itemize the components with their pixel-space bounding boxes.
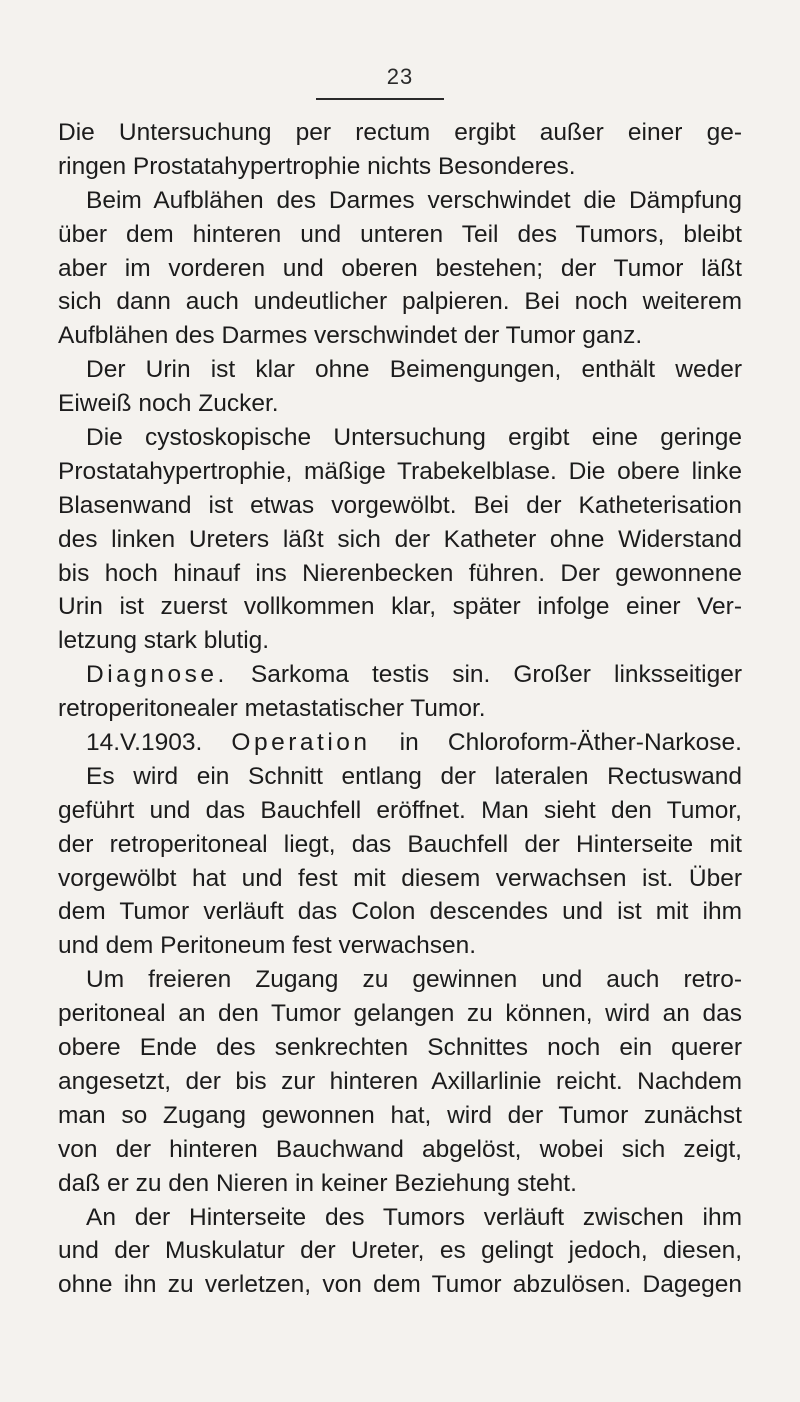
- text-line: Die Untersuchung per rectum ergibt außer einer ge-: [58, 119, 742, 146]
- text-line: über dem hinteren und unteren Teil des Tumors, bleibt: [58, 220, 742, 248]
- text-line: Die cystoskopische Untersuchung ergibt eine geringe: [86, 424, 742, 452]
- text-line: peritoneal an den Tumor gelangen zu können, wird an das: [58, 1000, 742, 1028]
- operation-date: 14.V.1903.: [86, 729, 232, 757]
- text-line: daß er zu den Nieren in keiner Beziehung steht.: [58, 1169, 577, 1197]
- text-line: von der hinteren Bauchwand abgelöst, wobei sich zeigt,: [58, 1135, 742, 1163]
- text-line: ringen Prostatahypertrophie nichts Besonderes.: [58, 152, 576, 180]
- text-line: retroperitonealer metastatischer Tumor.: [58, 695, 486, 723]
- text-line: Urin ist zuerst vollkommen klar, später infolge einer Ver-: [58, 593, 742, 621]
- body-text: [58, 116, 742, 1302]
- section-heading-diagnose: Diagnose.: [86, 661, 228, 689]
- page-number: 23: [386, 64, 414, 89]
- text-line: man so Zugang gewonnen hat, wird der Tumor zunächst: [58, 1101, 742, 1129]
- text-line: Eiweiß noch Zucker.: [58, 390, 279, 418]
- text-line: Es wird ein Schnitt entlang der lateralen Rectuswand: [86, 762, 742, 790]
- text-line: An der Hinterseite des Tumors verläuft zwischen ihm: [86, 1203, 742, 1231]
- text-line: angesetzt, der bis zur hinteren Axillarlinie reicht. Nachdem: [58, 1067, 742, 1095]
- text-line: aber im vorderen und oberen bestehen; der Tumor läßt: [58, 254, 742, 282]
- text-line: Blasenwand ist etwas vorgewölbt. Bei der Katheterisation: [58, 491, 742, 519]
- text-line: [58, 658, 742, 692]
- text-line: Prostatahypertrophie, mäßige Trabekelblase. Die obere linke: [58, 457, 742, 485]
- text-line: und der Muskulatur der Ureter, es gelingt jedoch, diesen,: [58, 1237, 742, 1265]
- text-line: des linken Ureters läßt sich der Katheter ohne Widerstand: [58, 525, 742, 553]
- text-line: sich dann auch undeutlicher palpieren. Bei noch weiterem: [58, 288, 742, 316]
- text-line: [58, 726, 742, 760]
- section-heading-operation: Operation: [231, 729, 371, 757]
- text-line: bis hoch hinauf ins Nierenbecken führen. Der gewonnene: [58, 559, 742, 587]
- text-fragment: in Chloroform-Äther-Narkose.: [370, 729, 742, 757]
- text-line: Der Urin ist klar ohne Beimengungen, enthält weder: [86, 356, 742, 384]
- page-number-rule: [316, 98, 444, 100]
- text-line: vorgewölbt hat und fest mit diesem verwachsen ist. Über: [58, 864, 742, 892]
- text-line: Aufblähen des Darmes verschwindet der Tumor ganz.: [58, 322, 643, 350]
- text-line: der retroperitoneal liegt, das Bauchfell der Hinterseite mit: [58, 830, 742, 858]
- text-line: dem Tumor verläuft das Colon descendes und ist mit ihm: [58, 898, 742, 926]
- text-line: geführt und das Bauchfell eröffnet. Man sieht den Tumor,: [58, 796, 742, 824]
- text-line: und dem Peritoneum fest verwachsen.: [58, 932, 477, 960]
- text-line: ohne ihn zu verletzen, von dem Tumor abzulösen. Dagegen: [58, 1271, 742, 1299]
- text-line: Um freieren Zugang zu gewinnen und auch retro-: [86, 966, 742, 994]
- text-line: obere Ende des senkrechten Schnittes noch ein querer: [58, 1034, 742, 1062]
- text-fragment: Sarkoma testis sin. Großer linksseitiger: [227, 661, 742, 689]
- text-line: Beim Aufblähen des Darmes verschwindet die Dämpfung: [86, 186, 742, 214]
- text-line: letzung stark blutig.: [58, 627, 270, 655]
